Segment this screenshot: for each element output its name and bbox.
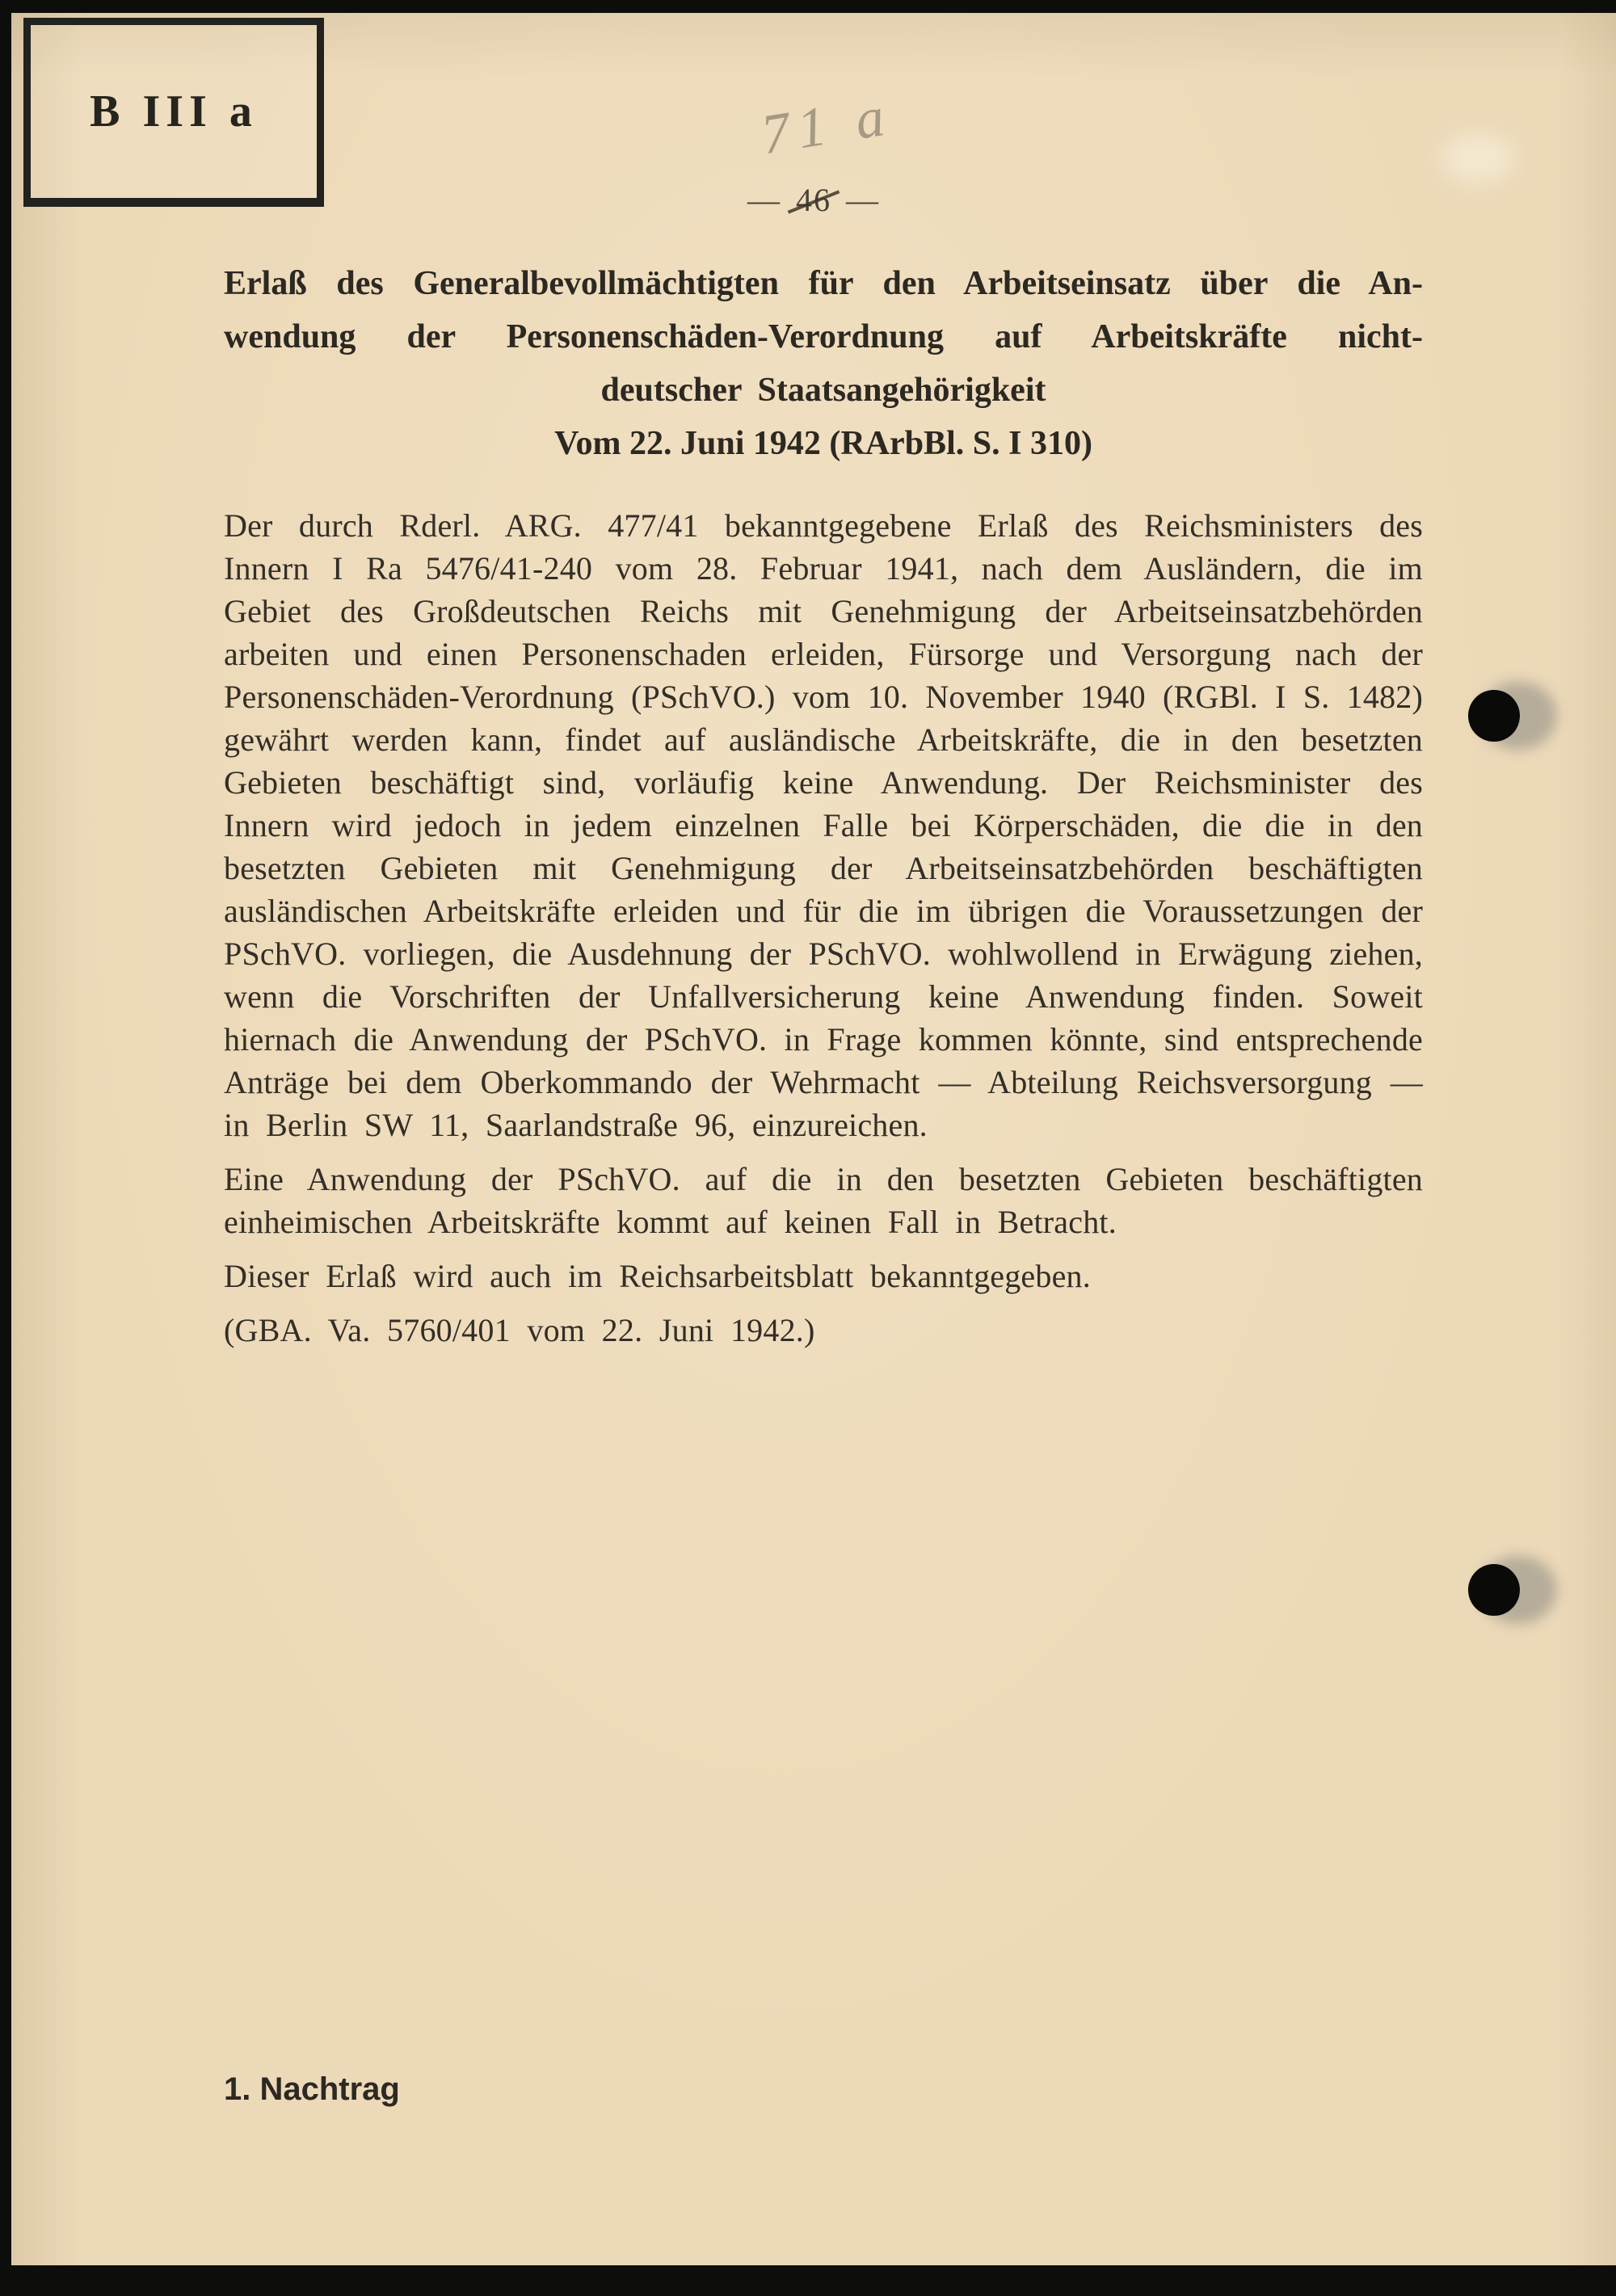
title-line-3: deutscher Staatsangehörigkeit: [600, 372, 1046, 409]
handwritten-note: 71 a: [756, 84, 897, 167]
page-number-value: 46: [793, 181, 835, 219]
title-line-1: Erlaß des Generalbevollmächtigten für den Arbeitseinsatz über die An-: [224, 265, 1423, 302]
classification-label: B III a: [90, 86, 258, 137]
classification-box: [23, 18, 324, 207]
body-paragraph-1: Der durch Rderl. ARG. 477/41 bekanntgegebene Erlaß des Reichsministers des Innern I Ra 5476/41-240 vom 28. Februar 1941, nach dem Ausländern, die im Gebiet des Großdeutschen Reichs mit Genehmigung der Arbeitseinsatzbehörden arbeiten und einen Personenschaden erleiden, Fürsorge und Versorgung nach der Personenschäden-Verordnung (PSchVO.) vom 10. November 1940 (RGBl. I S. 1482) gewährt werden kann, findet auf ausländische Arbeitskräfte, die in den besetzten Gebieten beschäftigt sind, vorläufig keine Anwendung. Der Reichsminister des Innern wird jedoch in jedem einzelnen Falle bei Körperschäden, die die in den besetzten Gebieten mit Genehmigung der Arbeitseinsatzbehörden beschäftigten ausländischen Arbeitskräfte erleiden und für die im übrigen die Voraussetzungen der PSchVO. vorliegen, die Ausdehnung der PSchVO. wohlwollend in Erwägung ziehen, wenn die Vorschriften der Unfallversicherung keine Anwendung finden. Soweit hiernach die Anwendung der PSchVO. in Frage kommen könnte, sind entsprechende Anträge bei dem Oberkommando der Wehrmacht — Abteilung Reichsversorgung — in Berlin SW 11, Saarlandstraße 96, einzureichen.: [224, 507, 1423, 1143]
body-paragraph-3: Dieser Erlaß wird auch im Reichsarbeitsblatt bekanntgegeben.: [224, 1258, 1091, 1294]
page-number: [11, 181, 1616, 219]
body-paragraph-4: (GBA. Va. 5760/401 vom 22. Juni 1942.): [224, 1312, 815, 1348]
footer-label: 1. Nachtrag: [224, 2071, 400, 2107]
document-subtitle: Vom 22. Juni 1942 (RArbBl. S. I 310): [554, 425, 1092, 462]
body-paragraph-2: Eine Anwendung der PSchVO. auf die in den besetzten Gebieten beschäftigten einheimischen Arbeitskräfte kommt auf keinen Fall in Betracht.: [224, 1161, 1423, 1240]
paper-page: [11, 13, 1616, 2265]
hole-punch-dot: [1468, 690, 1520, 742]
document-body: [224, 257, 1423, 1363]
paper-stain: [1441, 134, 1514, 183]
page-number-dash-left: —: [747, 182, 781, 218]
hole-punch-dot: [1468, 1564, 1520, 1616]
hole-punch-top-icon: [1468, 690, 1520, 742]
page-number-dash-right: —: [846, 182, 880, 218]
hole-punch-bottom-icon: [1468, 1564, 1520, 1616]
title-line-2: wendung der Personenschäden-Verordnung auf Arbeitskräfte nicht-: [224, 318, 1423, 355]
